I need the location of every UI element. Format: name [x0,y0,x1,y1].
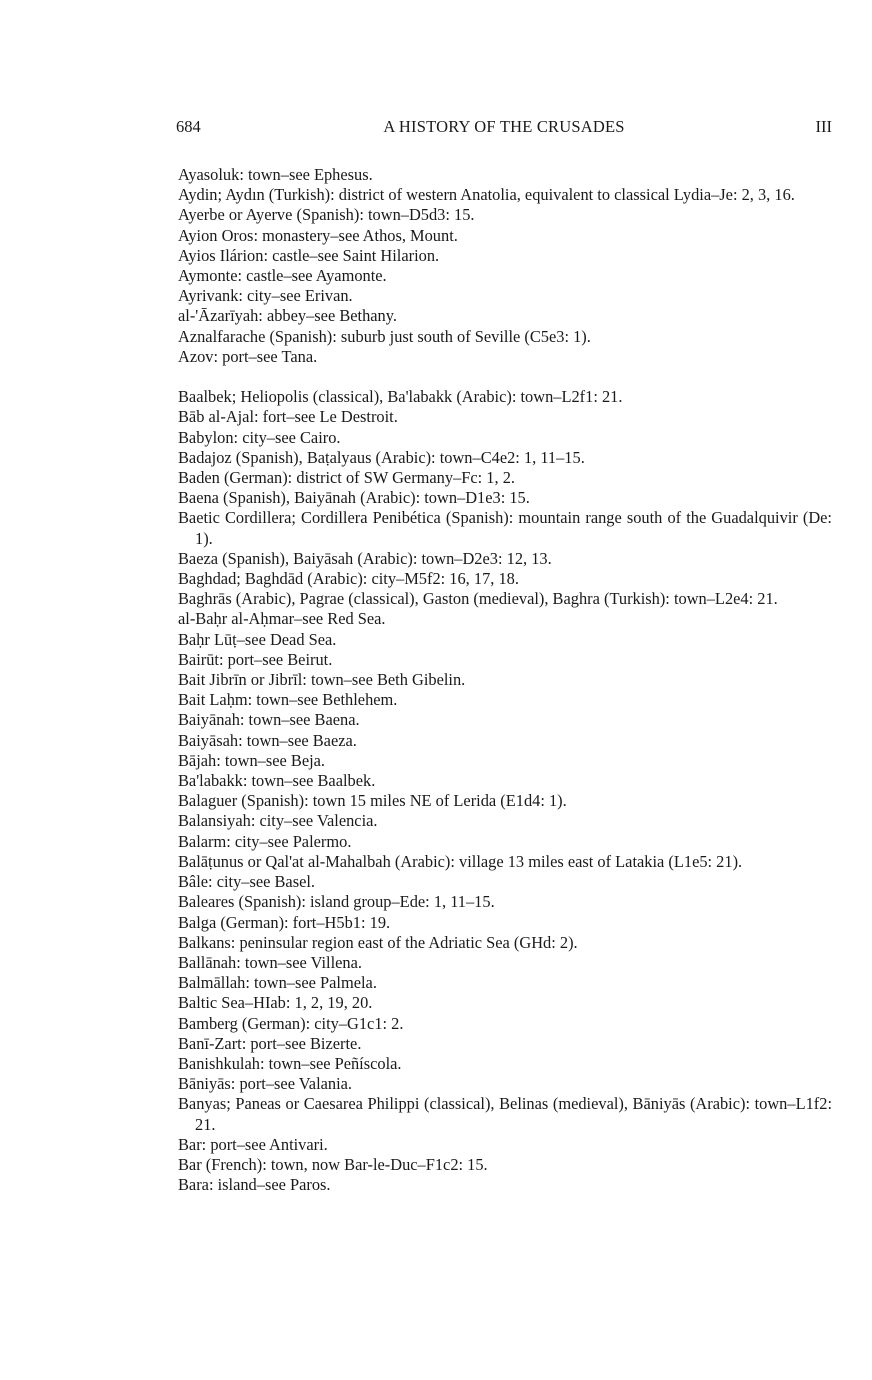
volume-number: III [815,117,832,136]
index-entry: Baalbek; Heliopolis (classical), Ba'labakk (Arabic): town–L2f1: 21. [178,387,623,407]
entries-section-a [178,165,832,367]
index-entry: Baghdad; Baghdād (Arabic): city–M5f2: 16, 17, 18. [178,569,519,589]
index-entry: Ayrivank: city–see Erivan. [178,286,353,306]
index-entry: Balansiyah: city–see Valencia. [178,811,378,831]
index-entry: Balaguer (Spanish): town 15 miles NE of Lerida (E1d4: 1). [178,791,567,811]
index-entry: Baden (German): district of SW Germany–Fc: 1, 2. [178,468,515,488]
index-entry: Bait Jibrīn or Jibrīl: town–see Beth Gibelin. [178,670,466,690]
index-entry: Ayasoluk: town–see Ephesus. [178,165,373,184]
index-entry: Ayion Oros: monastery–see Athos, Mount. [178,225,458,245]
index-entry: al-'Āzarīyah: abbey–see Bethany. [178,306,397,326]
running-title: A HISTORY OF THE CRUSADES [383,117,625,136]
index-entry: Baghrās (Arabic), Pagrae (classical), Gaston (medieval), Baghra (Turkish): town–L2e4: 21. [178,589,778,609]
index-entry: Ballānah: town–see Villena. [178,952,362,972]
index-entry: Balkans: peninsular region east of the Adriatic Sea (GHd: 2). [178,932,578,952]
gazetteer-entries [178,165,832,1195]
index-entry: Bâle: city–see Basel. [178,872,315,892]
index-entry: Baeza (Spanish), Baiyāsah (Arabic): town–D2e3: 12, 13. [178,548,552,568]
index-entry: Bar: port–see Antivari. [178,1134,328,1154]
index-entry: Azov: port–see Tana. [178,346,318,366]
index-entry: Baena (Spanish), Baiyānah (Arabic): town–D1e3: 15. [178,488,530,508]
index-entry: Bara: island–see Paros. [178,1175,331,1195]
index-entry: Ayios Ilárion: castle–see Saint Hilarion. [178,245,440,265]
index-entry: Baiyānah: town–see Baena. [178,710,360,730]
page-header [176,117,832,139]
index-entry: Badajoz (Spanish), Baṭalyaus (Arabic): town–C4e2: 1, 11–15. [178,447,585,467]
index-entry: Aymonte: castle–see Ayamonte. [178,266,387,286]
index-entry: Ayerbe or Ayerve (Spanish): town–D5d3: 15. [178,205,475,225]
index-entry: Balmāllah: town–see Palmela. [178,973,377,993]
index-entry: Bait Laḥm: town–see Bethlehem. [178,690,398,710]
page-number: 684 [176,117,201,136]
index-entry: Bājah: town–see Beja. [178,750,326,770]
index-entry: Balāṭunus or Qal'at al-Mahalbah (Arabic): village 13 miles east of Latakia (L1e5: 21). [178,851,743,871]
index-entry: Bāniyās: port–see Valania. [178,1074,353,1094]
section-gap [178,367,832,387]
entries-section-b [178,387,832,1195]
index-entry: Baleares (Spanish): island group–Ede: 1, 11–15. [178,892,495,912]
index-entry: al-Baḥr al-Aḥmar–see Red Sea. [178,609,386,629]
index-entry: Babylon: city–see Cairo. [178,427,341,447]
index-entry: Balga (German): fort–H5b1: 19. [178,912,391,932]
index-entry: Baiyāsah: town–see Baeza. [178,730,357,750]
index-entry: Balarm: city–see Palermo. [178,831,352,851]
index-entry: Banī-Zart: port–see Bizerte. [178,1033,362,1053]
index-entry: Aydin; Aydın (Turkish): district of western Anatolia, equivalent to classical Lydia–Je: 2, 3, 16. [178,185,795,205]
index-entry: Aznalfarache (Spanish): suburb just south of Seville (C5e3: 1). [178,326,591,346]
index-entry: Baetic Cordillera; Cordillera Penibética (Spanish): mountain range south of the Guadalquivir (De: 1). [178,508,832,548]
index-entry: Bar (French): town, now Bar-le-Duc–F1c2: 15. [178,1154,488,1174]
index-entry: Ba'labakk: town–see Baalbek. [178,771,376,791]
index-entry: Bairūt: port–see Beirut. [178,649,333,669]
index-entry: Banishkulah: town–see Peñíscola. [178,1053,402,1073]
index-entry: Bamberg (German): city–G1c1: 2. [178,1013,404,1033]
index-entry: Baḥr Lūṭ–see Dead Sea. [178,629,337,649]
index-entry: Banyas; Paneas or Caesarea Philippi (classical), Belinas (medieval), Bāniyās (Arabic): town–L1f2: 21. [178,1094,832,1134]
index-entry: Baltic Sea–HIab: 1, 2, 19, 20. [178,993,373,1013]
index-entry: Bāb al-Ajal: fort–see Le Destroit. [178,407,398,427]
